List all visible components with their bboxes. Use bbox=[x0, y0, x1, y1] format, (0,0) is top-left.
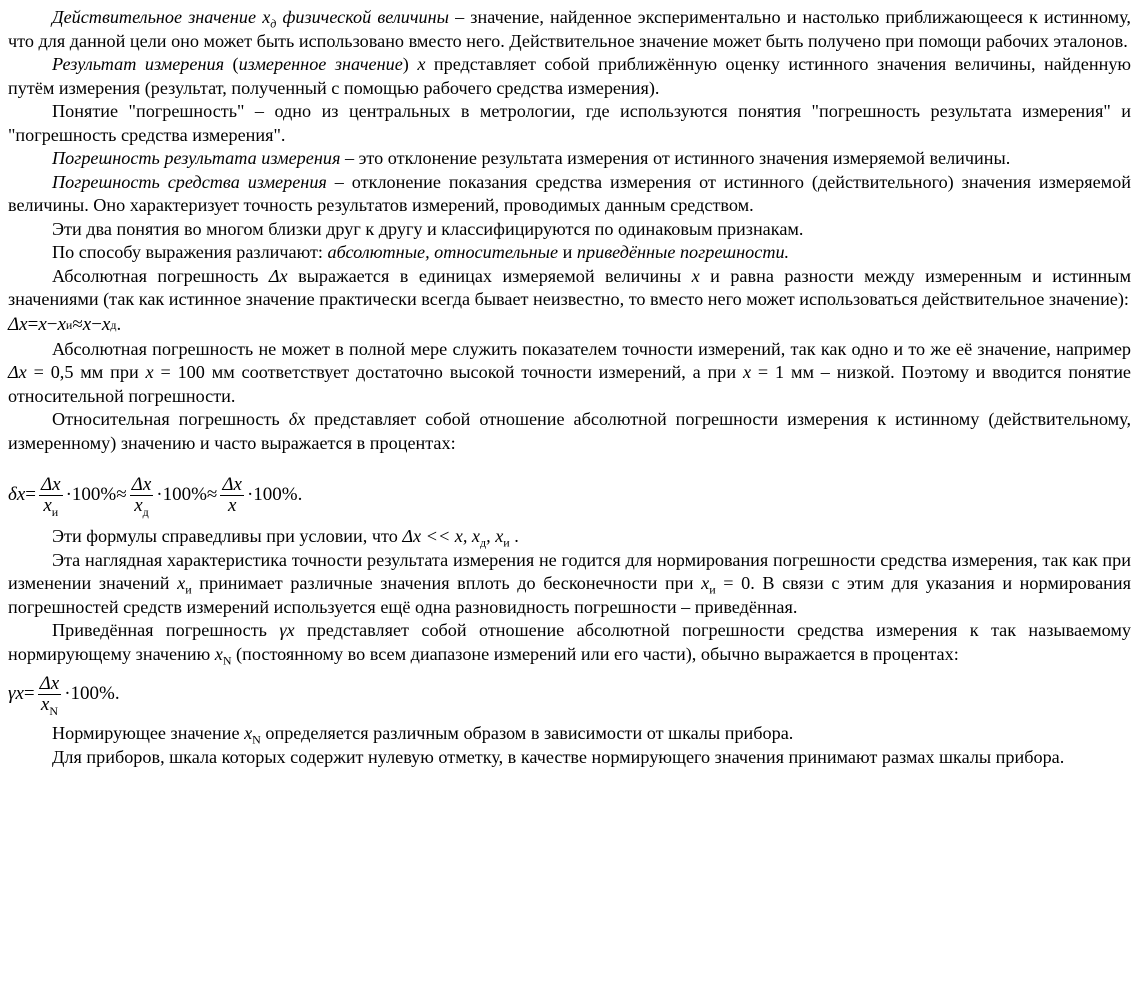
paragraph-classification: По способу выражения различают: абсолютные, относительные и приведённые погрешности. bbox=[52, 242, 790, 262]
paragraph-relative-error: Относительная погрешность δx представляет собой отношение абсолютной погрешности измерения к истинному (действительному, измеренному) значению и часто выражается в процентах: bbox=[8, 409, 1131, 453]
fraction: $\frac{\Delta x}{x}$ bbox=[222, 473, 242, 516]
paragraph-similarity: Эти два понятия во многом близки друг к другу и классифицируются по одинаковым признакам. bbox=[52, 218, 804, 239]
paragraph-condition: Эти формулы справедливы при условии, что Δx << x, $x_д$, $x_и$ . bbox=[52, 526, 519, 550]
formula-absolute-error: Δx = x − x и ≈ x − x д . bbox=[8, 313, 122, 335]
paragraph-absolute-error: Абсолютная погрешность Δx выражается в единицах измеряемой величины x и равна разности между измеренным и истинным значениями (так как истинное значение практически всегда бывает неизвестно, то вместо него может использоваться действительное значение): bbox=[8, 265, 1131, 309]
paragraph-measurement-result: Результат измерения (измеренное значение) x представляет собой приближённую оценку истинного значения величины, найденную путём измерения (результат, полученный с помощью рабочего средства измерения). bbox=[8, 54, 1131, 98]
paragraph-reduced-error: Приведённая погрешность γx представляет собой отношение абсолютной погрешности средства измерения к так называемому нормирующему значению $x_N$ (постоянному во всем диапазоне измерений или его части), обычно выражается в процентах: bbox=[8, 620, 1131, 668]
paragraph-actual-value: Действительное значение $x_д$ физической величины – значение, найденное экспериментально и настолько приближающееся к истинному, что для данной цели оно может быть использовано вместо него. Действительное значение может быть получено при помощи рабочих эталонов. bbox=[8, 7, 1131, 51]
paragraph-normalization: Эта наглядная характеристика точности результата измерения не годится для нормирования погрешности средства измерения, так как при изменении значений $x_и$ принимает различные значения вплоть до бесконечности при $x_и = 0$. В связи с этим для указания и нормирования погрешностей средств измерений используется ещё одна разновидность погрешности – приведённая. bbox=[8, 549, 1132, 617]
paragraph-normalizing-value: Нормирующее значение $x_N$ определяется различным образом в зависимости от шкалы прибора. bbox=[52, 723, 794, 747]
fraction: $\frac{\Delta x}{x_N}$ bbox=[39, 672, 60, 718]
fraction: $\frac{\Delta x}{x_и}$ bbox=[40, 473, 61, 519]
term: абсолютные, относительные bbox=[327, 242, 559, 262]
term: Погрешность результата измерения bbox=[52, 148, 341, 168]
term: Погрешность средства измерения bbox=[52, 171, 327, 192]
paragraph-error-concept: Понятие "погрешность" – одно из центральных в метрологии, где используются понятия "погрешность результата измерения" и "погрешность средства измерения". bbox=[8, 101, 1131, 145]
paragraph-result-error: Погрешность результата измерения – это отклонение результата измерения от истинного значения измеряемой величины. bbox=[52, 148, 1011, 168]
formula-reduced-error: γx = $\frac{\Delta x}{x_N}$ ·100% . bbox=[8, 672, 120, 718]
paragraph-absolute-limit: Абсолютная погрешность не может в полной мере служить показателем точности измерений, так как одно и то же её значение, например Δx = 0,5 мм при x = 100 мм соответствует достаточно высокой точности измерений, а при x = 1 мм – низкой. Поэтому и вводится понятие относительной погрешности. bbox=[8, 338, 1131, 406]
paragraph-instrument-error: Погрешность средства измерения – отклонение показания средства измерения от истинного (действительного) значения измеряемой величины. Оно характеризует точность результатов измерений, проводимых данным средством. bbox=[8, 171, 1131, 215]
term: Действительное значение $x_д$ физической величины bbox=[52, 7, 449, 31]
fraction: $\frac{\Delta x}{x_д}$ bbox=[131, 473, 152, 519]
term: приведённые погрешности. bbox=[576, 242, 790, 262]
term: Результат измерения bbox=[52, 54, 225, 74]
term: измеренное значение bbox=[238, 54, 403, 74]
paragraph-scale: Для приборов, шкала которых содержит нулевую отметку, в качестве нормирующего значения принимают размах шкалы прибора. bbox=[52, 746, 1065, 767]
formula-relative-error: δx = $\frac{\Delta x}{x_и}$ ·100% ≈ $\frac{\Delta x}{x_д}$ ·100% ≈ $\frac{\Delta x}{x}$ ·100% . bbox=[8, 473, 303, 519]
